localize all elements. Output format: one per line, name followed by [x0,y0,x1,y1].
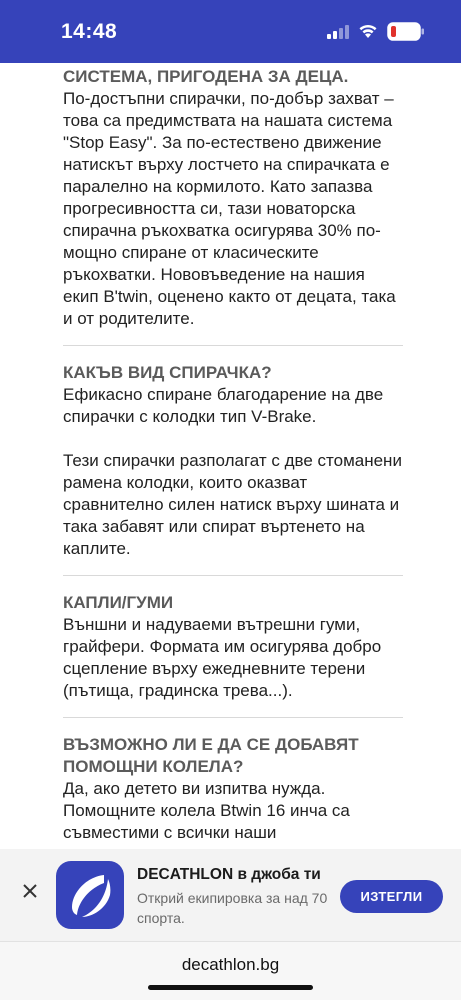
product-description [63,66,403,844]
install-button[interactable]: ИЗТЕГЛИ [340,880,443,913]
section-brake-type [63,362,403,560]
decathlon-app-logo [56,861,124,929]
section-title: КАПЛИ/ГУМИ [63,593,174,612]
section-title: СИСТЕМА, ПРИГОДЕНА ЗА ДЕЦА. [63,67,349,86]
section-title: КАКЪВ ВИД СПИРАЧКА? [63,363,272,382]
close-icon[interactable] [19,880,41,902]
section-paragraph: Тези спирачки разполагат с две стоманени рамена колодки, които оказват сравнително силен натиск върху шината и така забавят или спират въртенето на каплите. [63,451,402,558]
section-paragraph: По-достъпни спирачки, по-добър захват – това са предимствата на нашата система "Stop Easy". За по-естествено движение натискът върху лостчето на спирачката е паралелно на кормилото. Като запазва прогресивността си, тази новаторска спирачна ръкохватка осигурява 30% по-мощно спиране от класическите ръкохватки. Нововъведение на нашия екип B'twin, оценено както от децата, така и от родителите. [63,89,396,328]
status-bar [0,0,461,63]
section-paragraph: Ефикасно спиране благодарение на две спирачки с колодки тип V-Brake. [63,385,384,426]
battery-low-icon [387,22,425,41]
section-paragraph: Външни и надуваеми вътрешни гуми, грайфери. Формата им осигурява добро сцепление върху ежедневните терени (пътища, градинска трева...). [63,615,382,700]
section-child-system [63,66,403,330]
wifi-icon [358,22,378,39]
status-time: 14:48 [61,20,118,43]
signal-icon [327,25,349,39]
section-title: ВЪЗМОЖНО ЛИ Е ДА СЕ ДОБАВЯТ ПОМОЩНИ КОЛЕЛА? [63,735,359,776]
section-training-wheels [63,734,403,844]
promo-subtitle: Открий екипировка за над 70 спорта. [137,890,328,926]
url-text[interactable]: decathlon.bg [181,955,280,974]
home-indicator[interactable] [148,985,313,990]
section-paragraph: Да, ако детето ви изпитва нужда. Помощните колела Btwin 16 инча са съвместими с всички наши [63,779,350,842]
promo-title: DECATHLON в джоба ти [137,866,321,883]
section-tyres [63,592,403,702]
